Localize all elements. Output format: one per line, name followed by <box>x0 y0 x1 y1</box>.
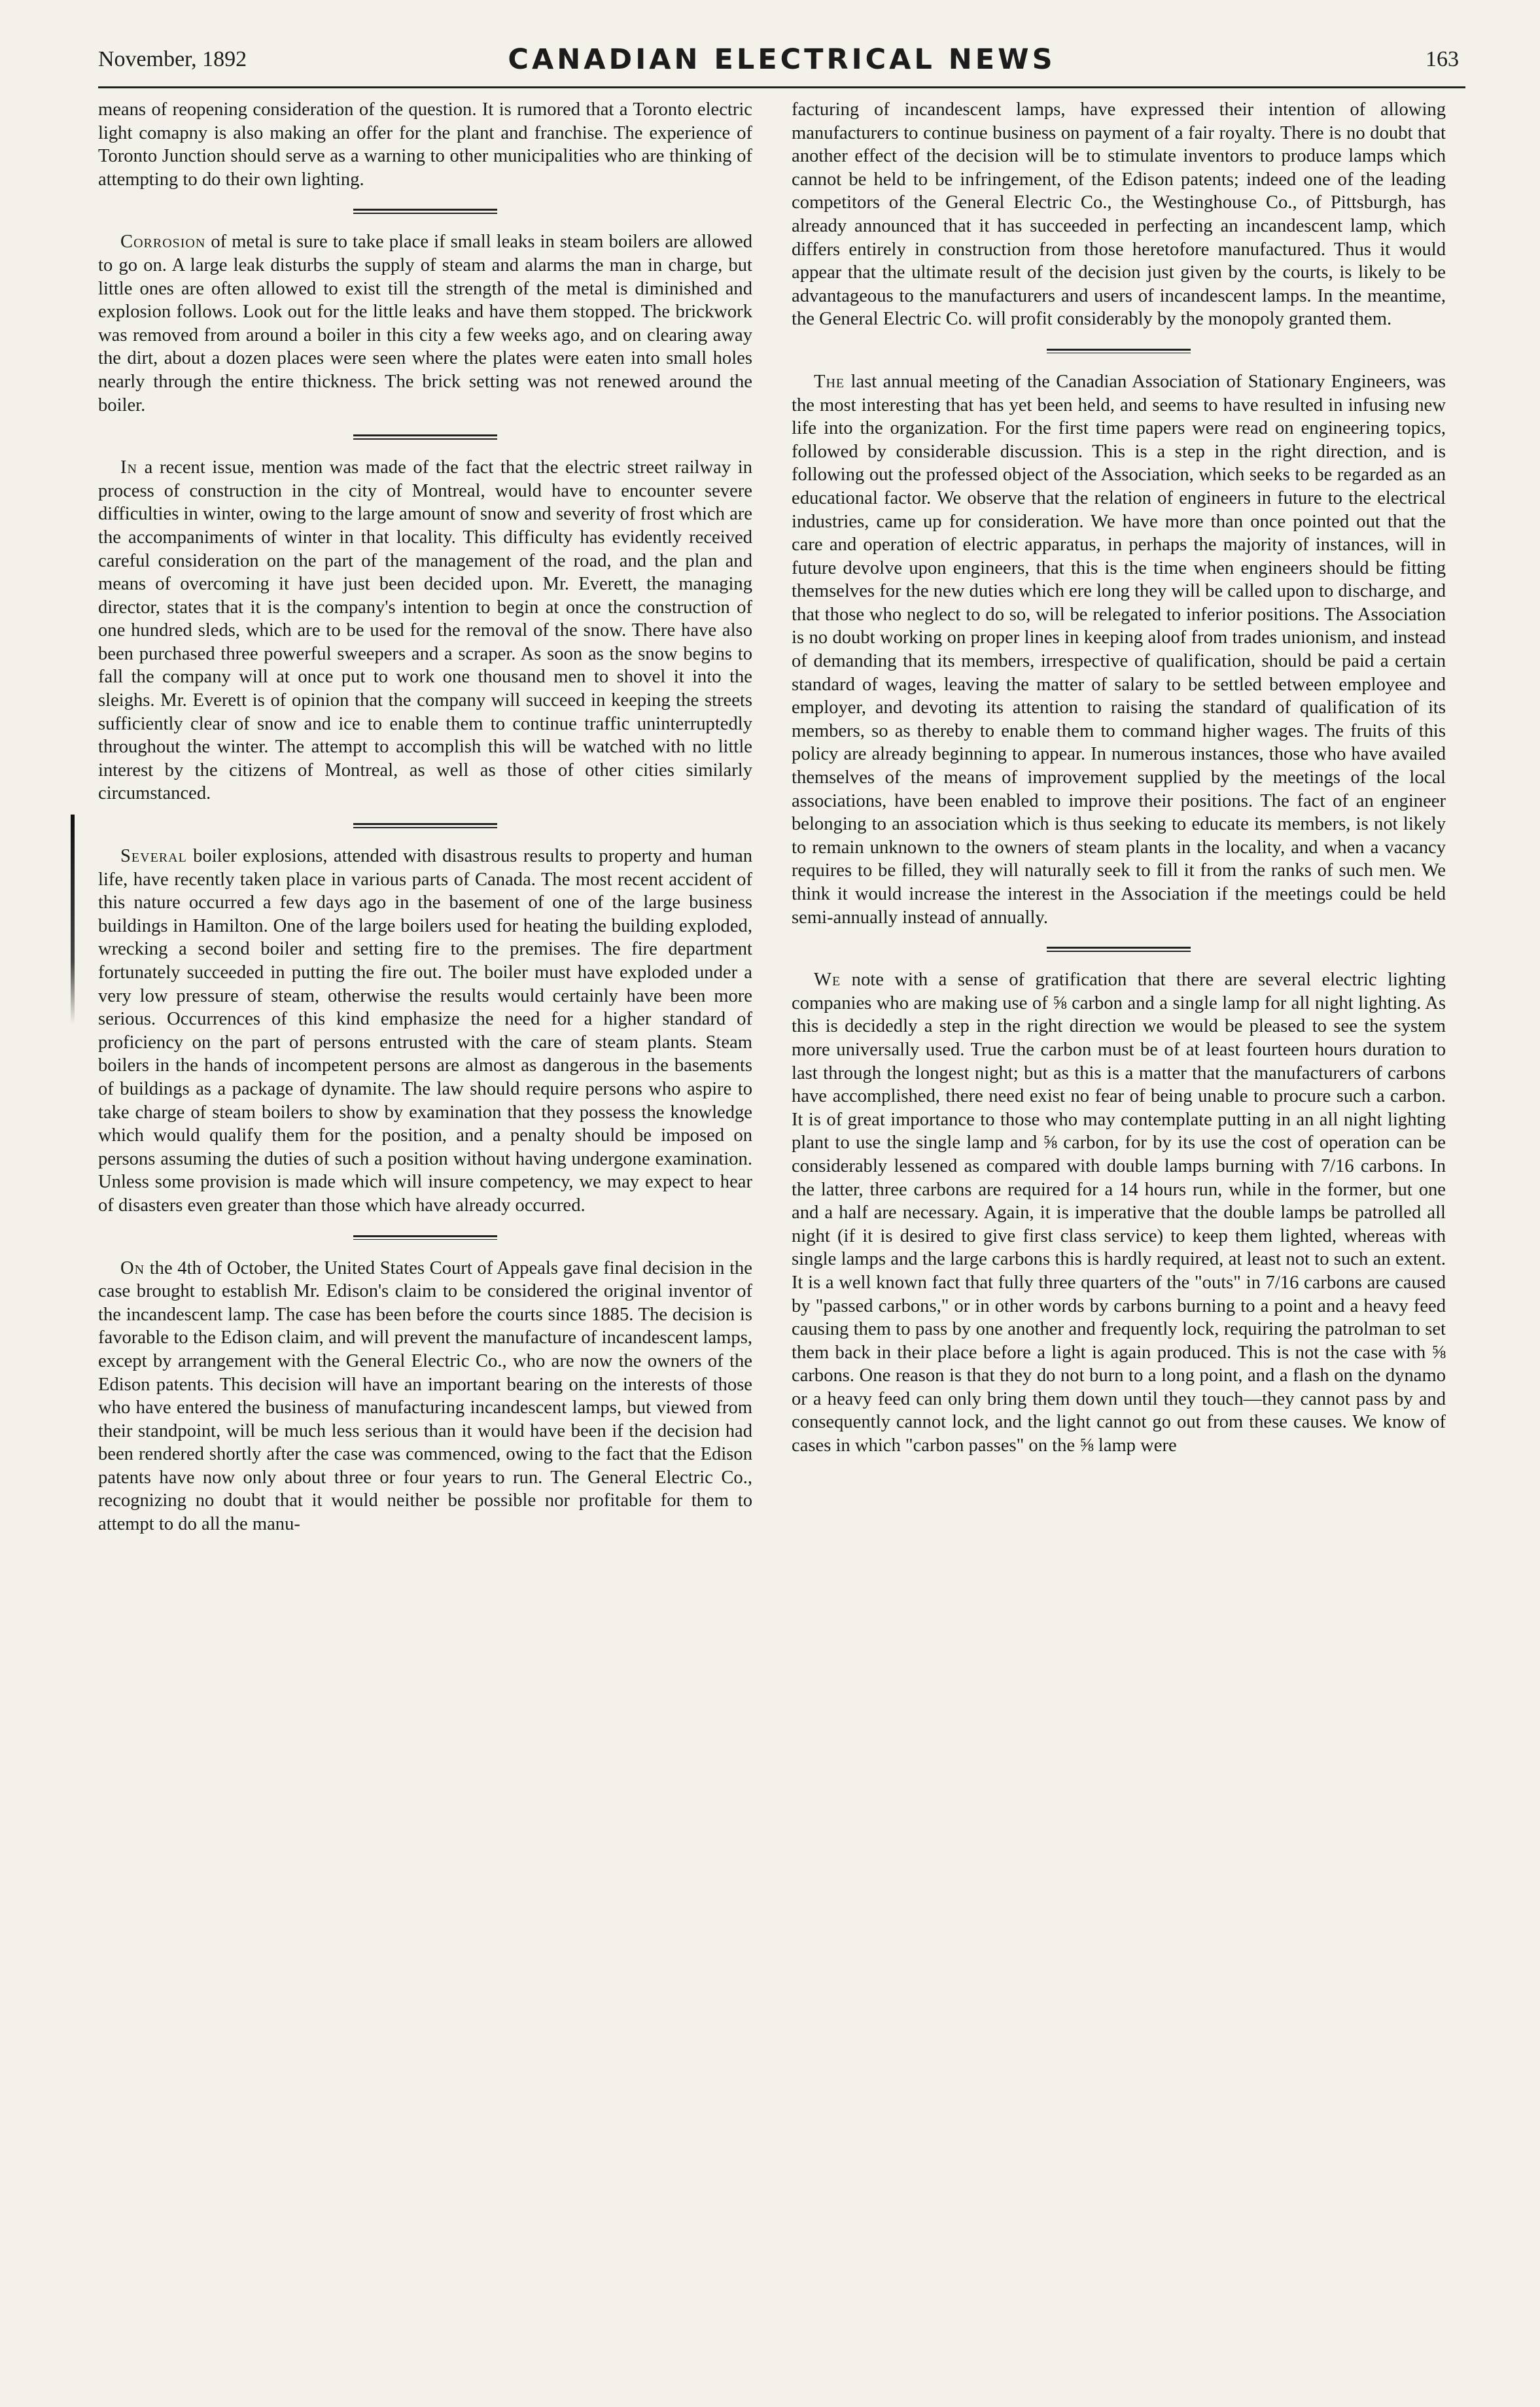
paragraph-text: of metal is sure to take place if small leaks in steam boilers are allowed to go on. A large leak disturbs the supply of steam and alarms the man in charge, but little ones are often allowed to exist till the strength of the metal is diminished and explosion follows. Look out for the little leaks and have them stopped. The brickwork was removed from around a boiler in this city a few weeks ago, and on clearing away the dirt, about a dozen places were seen where the plates were eaten into small holes nearly through the entire thickness. The brick setting was not renewed around the boiler. <box>98 232 752 415</box>
article-continuation <box>792 98 1446 331</box>
lead-word: We <box>814 970 841 991</box>
paragraph-text: note with a sense of gratification that there are several electric lighting companies who are making use of ⅝ carbon and a single lamp for all night lighting. As this is decidedly a step in the right direction we would be pleased to see the system more universally used. True the carbon must be of at least fourteen hours duration to last through the longest night; but as this is a matter that the manufacturers of carbons have accomplished, there need exist no fear of being unable to procure such a carbon. It is of great importance to those who may contemplate putting in an all night lighting plant to use the single lamp and ⅝ carbon, for by its use the cost of operation can be considerably lessened as compared with double lamps burning with 7/16 carbons. In the latter, three carbons are required for a 14 hours run, while in the former, but one and a half are necessary. Again, it is imperative that the double lamps be patrolled all night (if it is desired to give first class service) to keep them lighted, whereas with single lamps and the large carbons this is hardly required, at least not to such an extent. It is a well known fact that fully three quarters of the "outs" in 7/16 carbons are caused by "passed carbons," or in other words by carbons burning to a point and a heavy feed causing them to pass by one another and frequently lock, requiring the patrolman to set them back in their place before a light is again produced. This is not the case with ⅝ carbons. One reason is that they do not burn to a long point, and a flash on the dynamo or a heavy feed can only bring them down until they touch—they cannot pass by and consequently cannot lock, and the light cannot go out from these causes. We know of cases in which "carbon passes" on the ⅝ lamp were <box>792 970 1446 1456</box>
lead-word: Several <box>120 846 187 867</box>
page-number: 163 <box>1426 47 1459 71</box>
lead-word: In <box>120 457 137 478</box>
article-boiler-explosions <box>98 845 752 1218</box>
left-column <box>98 98 752 1536</box>
article-carbon-lighting <box>792 968 1446 1457</box>
margin-mark <box>71 815 75 1024</box>
paragraph-text: facturing of incandescent lamps, have expressed their intention of allowing manufacturers to continue business on payment of a fair royalty. There is no doubt that another effect of the decision will be to stimulate inventors to produce lamps which cannot be held to be infringement, of the Edison patents; indeed one of the leading competitors of the General Electric Co., the Westinghouse Co., of Pittsburgh, has already announced that it has succeeded in perfecting an incandescent lamp, which differs entirely in construction from those heretofore manufactured. Thus it would appear that the ultimate result of the decision just given by the courts, is likely to be advantageous to the manufacturers and users of incandescent lamps. In the meantime, the General Electric Co. will profit considerably by the monopoly granted them. <box>792 99 1446 330</box>
section-divider <box>98 805 752 845</box>
page-header <box>98 43 1465 86</box>
header-rule <box>98 86 1465 88</box>
section-divider <box>792 331 1446 370</box>
article-edison-decision <box>98 1257 752 1536</box>
section-divider <box>792 929 1446 968</box>
lead-word: Corrosion <box>120 232 206 253</box>
masthead-title: CANADIAN ELECTRICAL NEWS <box>508 43 1056 76</box>
paragraph-text: means of reopening consideration of the question. It is rumored that a Toronto electric light comapny is also making an offer for the plant and franchise. The experience of Toronto Junction should serve as a warning to other municipalities who are thinking of attempting to do their own lighting. <box>98 99 752 190</box>
paragraph-text: last annual meeting of the Canadian Association of Stationary Engineers, was the most interesting that has yet been held, and seems to have resulted in infusing new life into the organization. For the first time papers were read on engineering topics, followed by considerable discussion. This is a step in the right direction, and is following out the professed object of the Association, which seeks to be regarded as an educational factor. We observe that the relation of engineers in future to the electrical industries, came up for consideration. We have more than once pointed out that the care and operation of electric apparatus, in perhaps the majority of instances, will in future devolve upon engineers, that this is the time when engineers should be fitting themselves for the new duties which ere long they will be called upon to discharge, and that those who neglect to do so, will be relegated to inferior positions. The Association is no doubt working on proper lines in keeping aloof from trades unionism, and instead of demanding that its members, irrespective of qualification, should be paid a certain standard of wages, leaving the matter of salary to be settled between employee and employer, and devoting its attention to raising the standard of qualification of its members, so as thereby to enable them to command higher wages. The fruits of this policy are already beginning to appear. In numerous instances, those who have availed themselves of the means of improvement supplied by the meetings of the local associations, have been enabled to improve their positions. The fact of an engineer belonging to an association which is thus seeking to educate its members, is not likely to remain unknown to the owners of steam plants in the locality, and when a vacancy requires to be filled, they will naturally seek to fill it from the ranks of such men. We think it would increase the interest in the Association if the meetings could be held semi-annually instead of annually. <box>792 371 1446 928</box>
paragraph-text: boiler explosions, attended with disastrous results to property and human life, have recently taken place in various parts of Canada. The most recent accident of this nature occurred a few days ago in the basement of one of the large business buildings in Hamilton. One of the large boilers used for heating the building exploded, wrecking a second boiler and setting fire to the premises. The fire department fortunately succeeded in putting the fire out. The boiler must have exploded under a very low pressure of steam, otherwise the results would certainly have been more serious. Occurrences of this kind emphasize the need for a higher standard of proficiency on the part of persons entrusted with the care of steam plants. Steam boilers in the hands of incompetent persons are almost as dangerous in the basements of buildings as a package of dynamite. The law should require persons who aspire to take charge of steam boilers to show by examination that they possess the knowledge which would qualify them for the position, and a penalty should be imposed on persons assuming the duties of such a position without having undergone examination. Unless some provision is made which will insure competency, we may expect to hear of disasters even greater than those which have already occurred. <box>98 846 752 1216</box>
article-corrosion <box>98 230 752 417</box>
lead-word: On <box>120 1257 145 1278</box>
article-stationary-engineers <box>792 370 1446 929</box>
section-divider <box>98 417 752 456</box>
paragraph-text: a recent issue, mention was made of the fact that the electric street railway in process of construction in the city of Montreal, would have to encounter severe difficulties in winter, owing to the large amount of snow and severity of frost which are the accompaniments of winter in that locality. This difficulty has evidently received careful consideration on the part of the management of the road, and the plan and means of overcoming it have just been decided upon. Mr. Everett, the managing director, states that it is the company's intention to begin at once the construction of one hundred sleds, which are to be used for the removal of the snow. There have also been purchased three powerful sweepers and a scraper. As soon as the snow begins to fall the company will at once put to work one thousand men to shovel it into the sleighs. Mr. Everett is of opinion that the company will succeed in keeping the streets sufficiently clear of snow and ice to enable them to continue traffic uninterruptedly throughout the winter. The attempt to accomplish this will be watched with no little interest by the citizens of Montreal, as well as those of other cities similarly circumstanced. <box>98 457 752 804</box>
article-montreal-railway <box>98 456 752 805</box>
section-divider <box>98 1218 752 1257</box>
lead-word: The <box>814 371 845 392</box>
article-continuation <box>98 98 752 191</box>
right-column <box>792 98 1446 1458</box>
section-divider <box>98 191 752 230</box>
paragraph-text: the 4th of October, the United States Court of Appeals gave final decision in the case brought to establish Mr. Edison's claim to be considered the original inventor of the incandescent lamp. The case has been before the courts since 1885. The decision is favorable to the Edison claim, and will prevent the manufacture of incandescent lamps, except by arrangement with the General Electric Co., who are now the owners of the Edison patents. This decision will have an important bearing on the interests of those who have entered the business of manufacturing incandescent lamps, but viewed from their standpoint, will be much less serious than it would have been if the decision had been rendered shortly after the case was commenced, owing to the fact that the Edison patents have now only about three or four years to run. The General Electric Co., recognizing no doubt that it would neither be possible nor profitable for them to attempt to do all the manu- <box>98 1257 752 1535</box>
issue-date: November, 1892 <box>98 47 247 71</box>
